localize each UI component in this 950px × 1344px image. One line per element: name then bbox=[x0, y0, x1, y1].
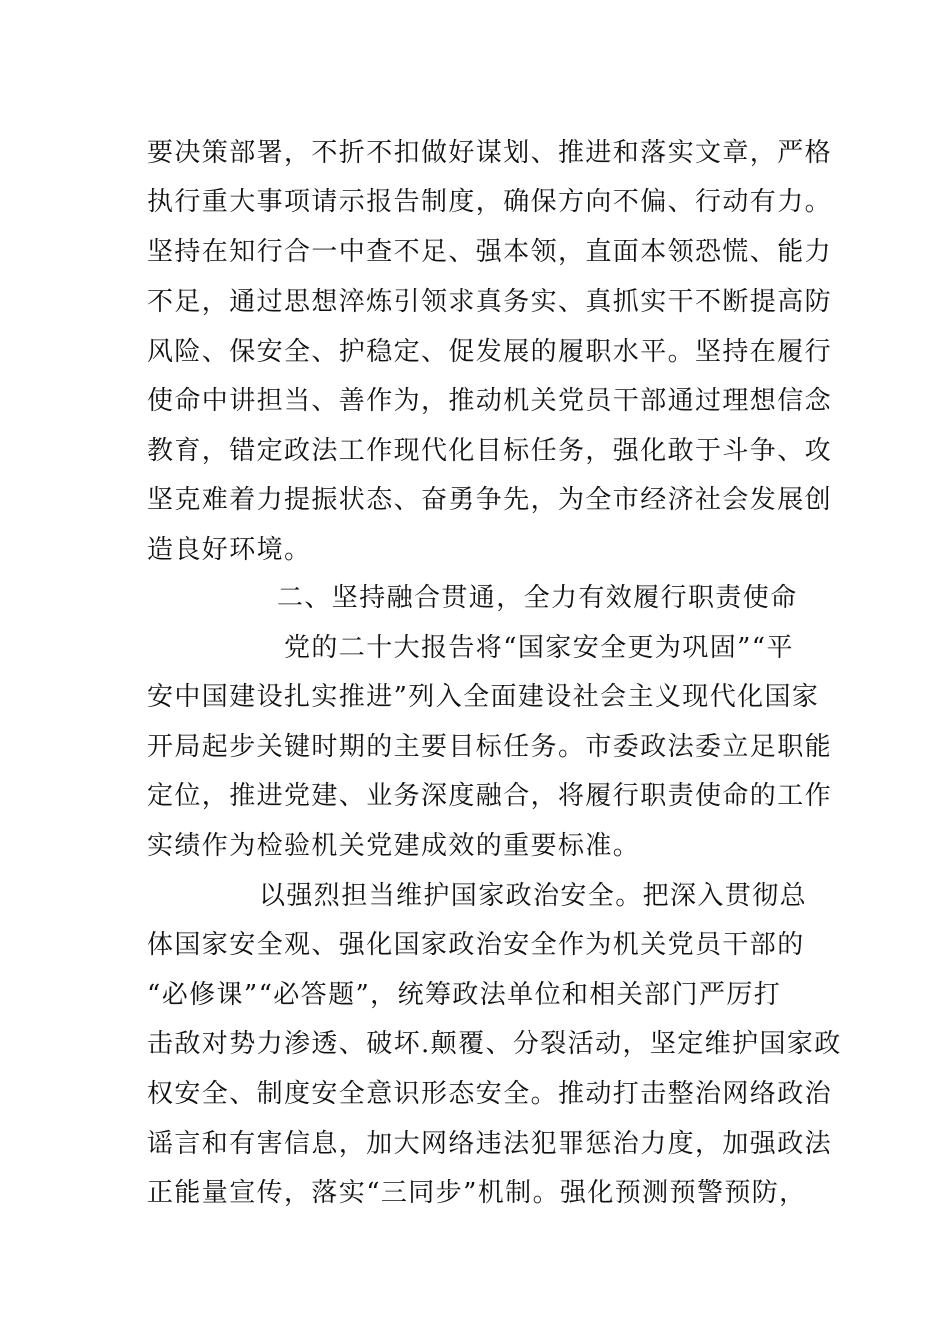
body-line-13: 开局起步关键时期的主要目标任务。市委政法委立足职能 bbox=[147, 732, 833, 762]
body-line-9: 造良好环境。 bbox=[147, 535, 312, 565]
body-line-2: 执行重大事项请示报告制度，确保方向不偏、行动有力。 bbox=[147, 187, 833, 217]
body-line-16: 以强烈担当维护国家政治安全。把深入贯彻总 bbox=[259, 881, 808, 911]
body-line-5: 风险、保安全、护稳定、促发展的履职水平。坚持在履行 bbox=[147, 337, 833, 367]
body-line-17: 体国家安全观、强化国家政治安全作为机关党员干部的 bbox=[147, 930, 805, 960]
body-line-21: 谣言和有害信息，加大网络违法犯罪惩治力度，加强政法 bbox=[147, 1129, 833, 1159]
body-line-11: 党的二十大报告将“国家安全更为巩固”“平 bbox=[284, 633, 794, 663]
body-line-7: 教育，错定政法工作现代化目标任务，强化敢于斗争、攻 bbox=[147, 436, 833, 466]
body-line-15: 实绩作为检验机关党建成效的重要标准。 bbox=[147, 831, 641, 861]
body-line-22: 正能量宣传，落实“三同步”机制。强化预测预警预防， bbox=[147, 1178, 807, 1208]
body-line-14: 定位，推进党建、业务深度融合，将履行职责使命的工作 bbox=[147, 781, 833, 811]
body-line-4: 不足，通过思想淬炼引领求真务实、真抓实干不断提高防 bbox=[147, 287, 833, 317]
body-line-8: 坚克难着力提振状态、奋勇争先，为全市经济社会发展创 bbox=[147, 485, 833, 515]
body-line-12: 安中国建设扎实推进”列入全面建设社会主义现代化国家 bbox=[147, 682, 820, 712]
body-line-18: “必修课”“必答题”，统筹政法单位和相关部门严厉打 bbox=[147, 980, 782, 1010]
section-heading: 二、坚持融合贯通，全力有效履行职责使命 bbox=[277, 583, 798, 613]
body-line-3: 坚持在知行合一中查不足、强本领，直面本领恐慌、能力 bbox=[147, 237, 833, 267]
body-line-19: 击敌对势力渗透、破坏.颠覆、分裂活动，坚定维护国家政 bbox=[147, 1029, 842, 1059]
body-line-1: 要决策部署，不折不扣做好谋划、推进和落实文章，严格 bbox=[147, 138, 833, 168]
body-line-20: 权安全、制度安全意识形态安全。推动打击整治网络政治 bbox=[147, 1079, 833, 1109]
body-line-6: 使命中讲担当、善作为，推动机关党员干部通过理想信念 bbox=[147, 386, 833, 416]
